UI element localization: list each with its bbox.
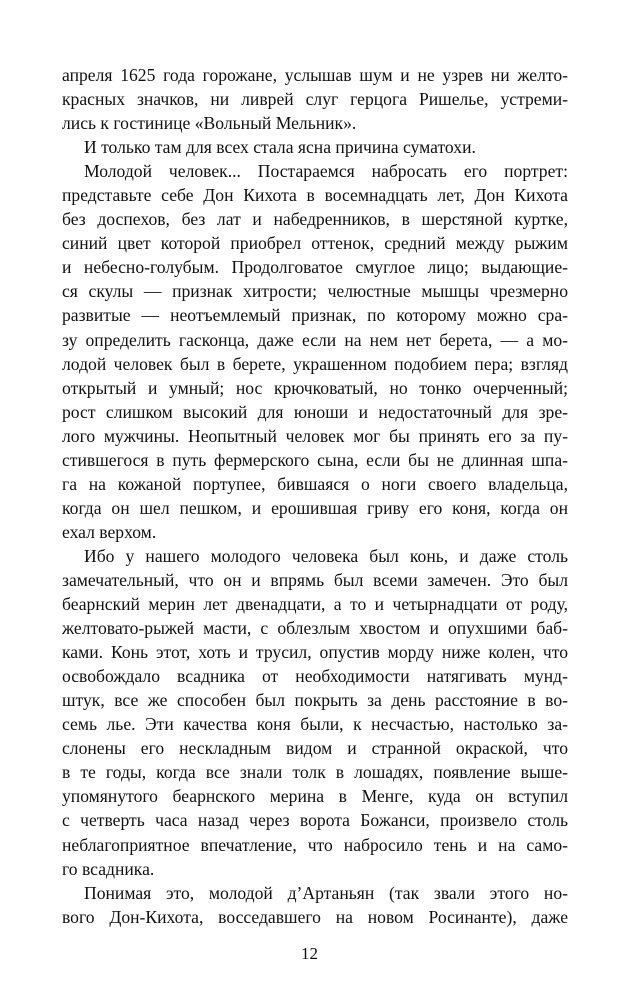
text-line: лодой человек был в берете, украшенном подобием пера; взгляд <box>62 353 568 374</box>
text-line: Молодой человек... Постараемся набросать его портрет: <box>84 161 568 182</box>
text-line: зу определить гасконца, даже если на нем нет берета, — а мо- <box>62 329 568 350</box>
text-line: и небесно-голубым. Продолговатое смуглое лицо; выдающие- <box>62 257 568 278</box>
text-line: И только там для всех стала ясна причина суматохи. <box>84 137 476 158</box>
text-line: ехал верхом. <box>62 521 157 542</box>
text-line: неблагоприятное впечатление, что набросило тень и на само- <box>62 834 568 855</box>
book-page-text <box>62 63 568 929</box>
text-line: в те годы, когда все знали толк в лошадях, появление выше- <box>62 762 568 783</box>
text-line: открытый и умный; нос крючковатый, но тонко очерченный; <box>62 377 568 398</box>
text-line: стившегося в путь фермерского сына, если бы не длинная шпа- <box>62 449 568 470</box>
text-line: го всадника. <box>62 858 155 879</box>
text-line: штук, все же способен был покрыть за день расстояние в во- <box>62 690 568 711</box>
text-line: замечательный, что он и впрямь был всеми замечен. Это был <box>62 569 568 590</box>
text-line: беарнский мерин лет двенадцати, а то и четырнадцати от роду, <box>62 594 568 615</box>
text-line: желтовато-рыжей масти, с облезлым хвостом и опухшими баб- <box>62 618 568 639</box>
paragraph <box>62 159 568 544</box>
text-line: вого Дон-Кихота, восседавшего на новом Росинанте), даже <box>62 906 568 927</box>
text-line: развитые — неотъемлемый признак, по которому можно сра- <box>62 305 568 326</box>
text-line: лись к гостинице «Вольный Мельник». <box>62 113 357 134</box>
text-line: Ибо у нашего молодого человека был конь, и даже столь <box>84 545 568 566</box>
text-line: упомянутого беарнского мерина в Менге, куда он вступил <box>62 786 568 807</box>
text-line: с четверть часа назад через ворота Божанси, произвело столь <box>62 810 568 831</box>
paragraph <box>62 544 568 881</box>
text-line: без доспехов, без лат и набедренников, в шерстяной куртке, <box>62 209 568 230</box>
text-line: когда он шел пешком, и ерошившая гриву его коня, когда он <box>62 497 568 518</box>
paragraph <box>62 135 568 159</box>
page-number: 12 <box>301 944 318 963</box>
paragraph <box>62 63 568 135</box>
text-line: освобождало всадника от необходимости натягивать мунд- <box>62 666 568 687</box>
text-line: слонены его нескладным видом и странной окраской, что <box>62 738 568 759</box>
text-line: га на кожаной портупее, бившаяся о ноги своего владельца, <box>62 473 568 494</box>
text-line: ся скулы — признак хитрости; челюстные мышцы чрезмерно <box>62 281 568 302</box>
text-line: лого мужчины. Неопытный человек мог бы принять его за пу- <box>62 425 568 446</box>
text-line: Понимая это, молодой д’Артаньян (так звали этого но- <box>84 882 568 903</box>
text-line: красных значков, ни ливрей слуг герцога Ришелье, устреми- <box>62 89 568 110</box>
text-line: семь лье. Эти качества коня были, к несчастью, настолько за- <box>62 714 568 735</box>
text-line: ками. Конь этот, хоть и трусил, опустив морду ниже колен, что <box>62 642 568 663</box>
text-line: апреля 1625 года горожане, услышав шум и не узрев ни желто- <box>62 65 568 85</box>
paragraph <box>62 881 568 929</box>
text-line: синий цвет которой приобрел оттенок, средний между рыжим <box>62 233 568 254</box>
text-line: рост слишком высокий для юноши и недостаточный для зре- <box>62 401 568 422</box>
text-line: представьте себе Дон Кихота в восемнадцать лет, Дон Кихота <box>62 185 568 206</box>
